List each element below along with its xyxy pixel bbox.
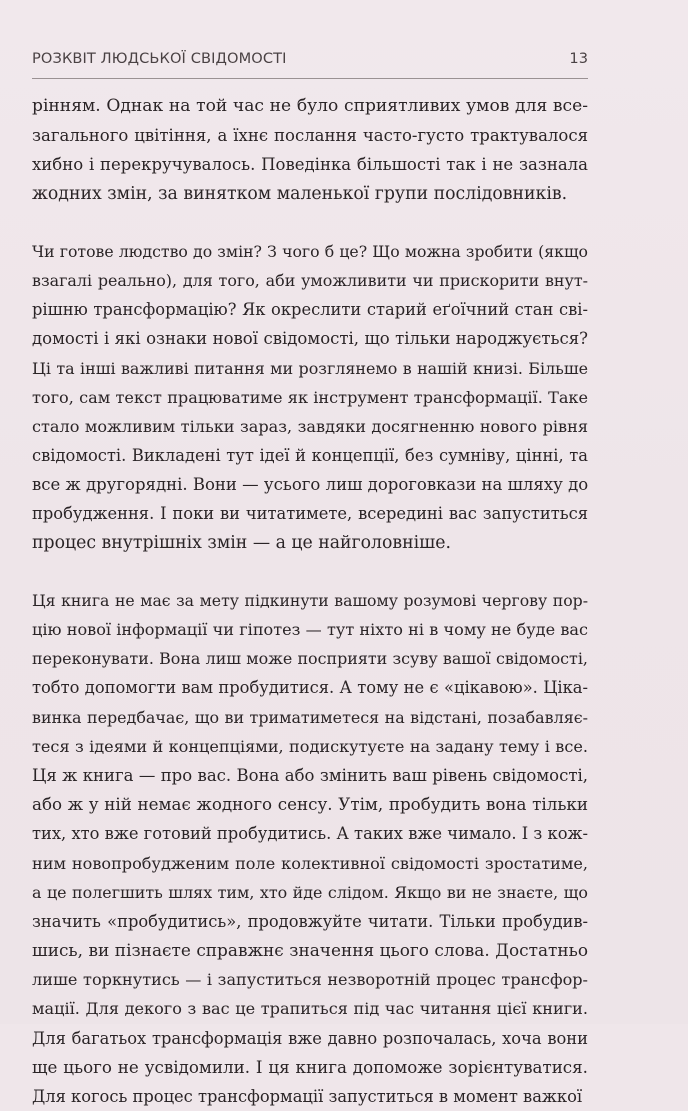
text-line: винка передбачає, що ви триматиметеся на відстані, позабавляє-	[32, 707, 588, 727]
text-line: Ці та інші важливі питання ми розглянемо в нашій книзі. Більше	[32, 358, 588, 378]
text-line: шись, ви пізнаєте справжнє значення цього слова. Достатньо	[32, 940, 588, 961]
text-line: рішню трансформацію? Як окреслити старий еґоїчний стан сві-	[32, 300, 588, 320]
running-header	[32, 50, 588, 74]
text-line: домості і які ознаки нової свідомості, що тільки народжується?	[32, 329, 588, 349]
text-line: все ж другорядні. Вони — усього лиш дороговкази на шляху до	[32, 475, 588, 495]
text-line: взагалі реально), для того, аби уможливити чи прискорити внут-	[32, 270, 588, 290]
text-line: ще цього не усвідомили. І ця книга допоможе зорієнтуватися.	[32, 1056, 588, 1077]
header-divider	[32, 78, 588, 79]
text-line: рінням. Однак на той час не було сприятливих умов для все-	[32, 96, 588, 116]
paragraph-2	[32, 237, 588, 558]
text-line: Ця книга не має за мету підкинути вашому розумові чергову пор-	[32, 590, 588, 610]
text-line: мації. Для декого з вас це трапиться під час читання цієї книги.	[32, 999, 588, 1019]
paragraph-1	[32, 92, 588, 209]
text-line: ним новопробудженим поле колективної свідомості зростатиме,	[32, 853, 588, 873]
text-line: жодних змін, за винятком маленької групи послідовників.	[32, 183, 568, 204]
text-line: стало можливим тільки зараз, завдяки досягненню нового рівня	[32, 416, 588, 436]
body-text	[32, 92, 588, 1111]
text-line: цію нової інформації чи гіпотез — тут ніхто ні в чому не буде вас	[32, 620, 588, 639]
text-line: загального цвітіння, а їхнє послання часто-густо трактувалося	[32, 126, 588, 146]
text-line: а це полегшить шлях тим, хто йде слідом. Якщо ви не знаєте, що	[32, 882, 588, 902]
text-line: тобто допомогти вам пробудитися. А тому не є «цікавою». Ціка-	[32, 678, 588, 698]
text-line: тих, хто вже готовий пробудитись. А таких вже чимало. І з кож-	[32, 824, 588, 844]
text-line: переконувати. Вона лиш може посприяти зсуву вашої свідомості,	[32, 649, 588, 669]
text-line: або ж у ній немає жодного сенсу. Утім, пробудить вона тільки	[32, 794, 588, 815]
page-number: 13	[569, 50, 588, 67]
text-line: пробудження. І поки ви читатимете, всередині вас запуститься	[32, 504, 588, 524]
text-line: Для когось процес трансформації запуститься в момент важкої	[32, 1087, 583, 1106]
paragraph-3	[32, 586, 588, 1111]
running-header-title: РОЗКВІТ ЛЮДСЬКОЇ СВІДОМОСТІ	[32, 50, 287, 67]
text-line: теся з ідеями й концепціями, подискутуєте на задану тему і все.	[32, 736, 588, 756]
text-line: Ця ж книга — про вас. Вона або змінить ваш рівень свідомості,	[32, 765, 588, 785]
text-line: того, сам текст працюватиме як інструмент трансформації. Таке	[32, 387, 588, 407]
text-line: процес внутрішніх змін — а це найголовніше.	[32, 532, 451, 553]
text-line: Для багатьох трансформація вже давно розпочалась, хоча вони	[32, 1028, 588, 1048]
text-line: свідомості. Викладені тут ідеї й концепції, без сумніву, цінні, та	[32, 446, 588, 466]
text-line: значить «пробудитись», продовжуйте читати. Тільки пробудив-	[32, 911, 588, 931]
text-line: Чи готове людство до змін? З чого б це? Що можна зробити (якщо	[32, 241, 588, 261]
text-line: лише торкнутись — і запуститься незворотній процес трансфор-	[32, 970, 588, 990]
text-line: хибно і перекручувалось. Поведінка більшості так і не зазнала	[32, 155, 588, 175]
